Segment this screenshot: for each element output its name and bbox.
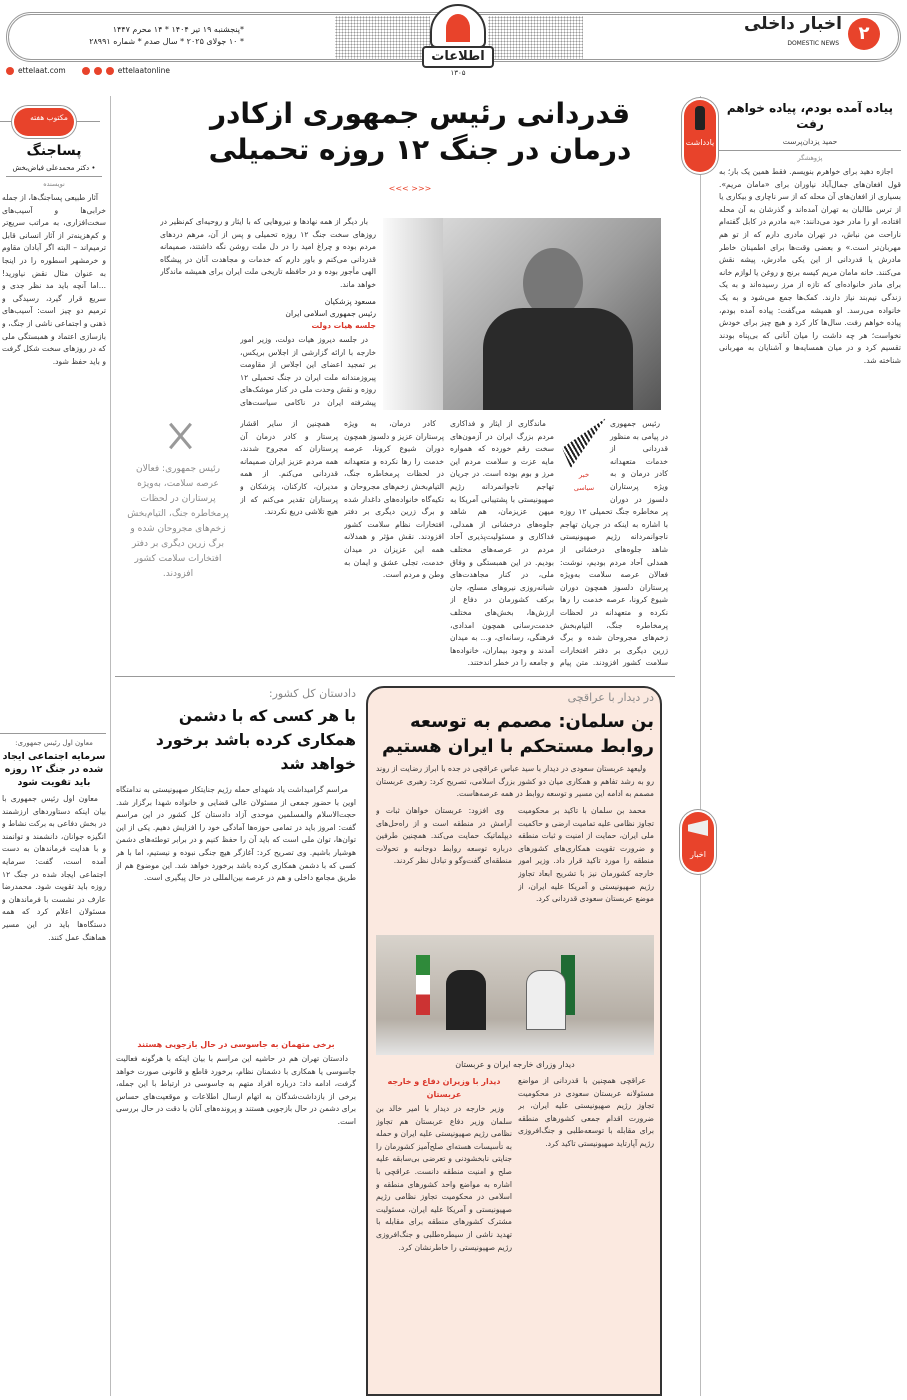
prosecutor-news: [116, 686, 356, 1394]
news-body-2: دادستان تهران هم در حاشیه این مراسم با بیان اینکه با هرگونه فعالیت جاسوسی یا همکاری با دشمنان نظام، برخورد قاطع و قانونی صورت خواهد گرفت، ادامه داد: درباره افراد متهم به جاسوسی در ارتباط با این جمله، برخی از بازداشت‌شدگان به اتهام ارسال اطلاعات و موقعیت‌های حساس برای دشمن در حال بازجویی هستند و پرونده‌های آنان با دقت در حال بررسی است.: [116, 1054, 356, 1126]
page-number: ۲: [848, 18, 880, 50]
news-title: با هر کسی که با دشمن همکاری کرده باشد برخورد خواهد شد: [155, 707, 356, 773]
president-photo: [383, 218, 661, 410]
author-role: نویسنده: [43, 180, 65, 188]
kicker-sub: سیاسی: [573, 484, 595, 492]
date-line-1: *پنجشنبه ۱۹ تیر ۱۴۰۴ * ۱۴ محرم ۱۴۴۷: [112, 25, 244, 34]
instagram-icon[interactable]: [106, 67, 114, 75]
signature-title: رئیس جمهوری اسلامی ایران: [285, 309, 376, 318]
lower-right: عراقچی همچنین با قدردانی از مواضع مسئولانه عربستان سعودی در محکومیت تجاوز رژیم صهیونیستی علیه ایران، بر ضرورت اقدام جمعی کشورهای منطقه برای مقابله با توسعه‌طلبی و جنگ‌افروزی رژیم آپارتاید صهیونیستی تاکید کرد.: [518, 1076, 654, 1148]
badge-label: اخبار: [690, 850, 706, 859]
masthead-pattern: [335, 16, 430, 60]
section-title-en: DOMESTIC NEWS: [787, 40, 839, 47]
news-lead: ولیعهد عربستان سعودی در دیدار با سید عباس عراقچی در جده با ابراز رضایت از روند رو به رشد تفاهم و همکاری میان دو کشور بزرگ اسلامی، تصریح کرد: رهبری عربستان مصمم به ادامه این مسیر و توسعه روابط در همه عرصه‌هاست.: [376, 764, 654, 799]
twitter-icon[interactable]: [94, 67, 102, 75]
photo-caption: دیدار وزرای خارجه ایران و عربستان: [455, 1060, 575, 1069]
ettelaat-logo: [420, 2, 496, 82]
kicker-label: خبر: [578, 471, 590, 479]
megaphone-icon: [688, 820, 708, 836]
saudi-meeting-content: [376, 690, 654, 1392]
logo-wordmark: اطلاعات: [422, 46, 494, 68]
column-2: ماندگاری از ایثار و فداکاری مردم بزرگ ایران در آزمون‌های سخت رقم خورده که همواره مایه عزت و سلامت مردم این مرز و بوم بوده است. در جریان تهاجم ناجوانمردانه رژیم صهیونیستی با پشتیبانی آمریکا به میهن عزیزمان، هم شاهد جلوه‌های درخشانی از همدلی، فداکاری و مسئولیت‌پذیری آحاد مردم در عرصه‌های مختلف بودیم. در این همبستگی و وفاق ملی، در کنار مجاهدت‌های شبانه‌روزی نیروهای مسلح، جان برکف کشورمان در دفاع از ارزش‌ها، بخش‌های مختلف خدمت‌رسانی همچون امدادی، فرهنگی، رسانه‌ای، و... به میدان آمدند و وجود بیماران، خانواده‌ها و جامعه را در خطر اندختند.: [450, 419, 554, 668]
subhead: برخی متهمان به جاسوسی در حال بازجویی هستند: [137, 1040, 335, 1049]
ornament: <<< >>>: [388, 184, 432, 193]
column-1: رئیس جمهوری در پیامی به منظور قدردانی از خدمات متعهدانه کادر درمان و به ویژه پرستاران دلسوز در دوران پر مخاطره جنگ تحمیلی ۱۲ روزه با اشاره به اینکه در جریان تهاجم ناجوانمردانه رژیم صهیونیستی شاهد جلوه‌های درخشانی از همدلی آحاد مردم بودیم، نوشت: فعالان عرصه سلامت به‌ویژه پرستاران دلسوز همچون دوران شیوع کرونا، عرصه خدمت را رها نکرده و متعهدانه در لحظات پرمخاطره جنگ، التیام‌بخش زخم‌های مجروحان شده و برگ زرین دیگری بر دفتر افتخارات سلامت کشور افزودند. متن پیام: [560, 419, 668, 668]
article-title: پیاده آمده بودم، پیاده خواهم رفت: [726, 101, 894, 131]
subhead: جلسه هیات دولت: [311, 321, 376, 330]
divider: [719, 150, 901, 151]
news-body: معاون اول رئیس جمهوری با بیان اینکه دستاوردهای ارزشمند در بخش دفاعی به برکت نشاط و انگیزه جوانان، دانشمند و توانمند و با هدایت فرماندهان به دست آمده است، گفت: سرمایه اجتماعی ایجاد شده در جنگ ۱۲ روزه باید تقویت شود. محمدرضا عارف در نشست با فرماندهان و مسئولان اعلام کرد که همه دستگاه‌ها باید در این مسیر هماهنگ عمل کنند.: [2, 794, 106, 942]
section-title: اخبار داخلی: [743, 14, 842, 34]
column-divider: [700, 96, 701, 1396]
col-left: وی افزود: عربستان خواهان ثبات و آرامش در منطقه است و از راه‌حل‌های دیپلماتیک حمایت می‌کند. همچنین طرفین درباره توسعه روابط دوجانبه و تحولات منطقه‌ای گفت‌وگو و تبادل نظر کردند.: [376, 806, 512, 866]
logo-year: ۱۳۰۵: [450, 69, 466, 77]
note-article: [719, 100, 901, 1394]
article-body: اجازه دهید برای خواهرم بنویسم. فقط همین یک بار؛ به قول افغان‌های جمال‌آباد نیاوران برای «مامان مریم». بسیاری از افغان‌های آن محله که از سر ناچاری و بیکاری یا از ترس طالبان به تهران آمده‌اند و گذرشان به آن محله افتاده، او را مادر خود می‌دانند: «به مادرم در کابل گفته‌ام ناراحت من نباش، در تهران مادری دارم که از تو هم مهربان‌تر است.» و بعضی وقت‌ها برای اطمینان خاطر مادرش یا قدردانی از این یکی مادرش، پیشه نقش می‌کنند. خانه مامان مریم کیسه برنج و روغن یا لوازم خانه برای مادر خانواده‌ای که تازه از مرز رسیده‌اند و به یک زندگی نیم‌بند نیاز دارند. کمک‌ها جمع می‌شود و به یک خانواده می‌رسد. او همیشه می‌گفت: پیاده آمده بودم، پیاده خواهم رفت. سال‌ها کار کرد و هیچ چیز برای خودش نخواست؛ هر چه داشت را میان آنانی که بی‌پناه بودند تقسیم کرد و در میان همسایه‌ها و آشنایان به مهربانی شناخته شد.: [719, 167, 901, 365]
upper-columns: [376, 805, 654, 931]
badge-label: یادداشت: [685, 138, 715, 147]
weekly-badge: [14, 108, 74, 136]
telegram-icon[interactable]: [82, 67, 90, 75]
weekly-article: [2, 142, 106, 728]
subhead: دیدار با وزیران دفاع و خارجه عربستان: [387, 1077, 501, 1099]
lower-left-column: [376, 1075, 512, 1392]
news-title: سرمایه اجتماعی ایجاد شده در جنگ ۱۲ روزه باید تقویت شود: [2, 751, 106, 788]
badge-label: مکتوب هفته: [30, 113, 68, 122]
iran-flag: [416, 955, 430, 1015]
note-badge: [684, 100, 716, 172]
flag: [383, 218, 443, 410]
news-title: بن سلمان: مصمم به توسعه روابط مستحکم با ایران هستیم: [382, 711, 654, 757]
vp-news: [2, 738, 106, 1394]
meeting-photo: [376, 935, 654, 1055]
lower-left: وزیر خارجه در دیدار با امیر خالد بن سلمان وزیر دفاع عربستان هم تجاوز نظامی رژیم صهیونیستی علیه ایران و حمله به تأسیسات هسته‌ای صلح‌آمیز کشورمان را جنایتی نابخشودنی و تعرضی بی‌سابقه علیه صلح و امنیت منطقه دانست. عراقچی با اشاره به مواضع واحد کشورهای منطقه و اسلامی در محکومیت تجاوز نظامی رژیم صهیونیستی و آمریکا علیه ایران، مسئولیت مشترک کشورهای منطقه برای مقابله با تهدید ناشی از سیطره‌طلبی و جنگ‌افروزی رژیم صهیونیستی را خاطرنشان کرد.: [376, 1104, 512, 1252]
cross-icon: [152, 418, 210, 454]
divider: [0, 733, 106, 734]
inkwell-icon: [695, 106, 705, 130]
news-kicker: در دیدار با عراقچی: [567, 691, 654, 704]
main-headline: قدردانی رئیس جمهوری ازکادر درمان در جنگ ۱۲ روزه تحمیلی: [208, 97, 632, 166]
globe-icon: [6, 67, 14, 75]
issue-date: [24, 24, 244, 48]
article-title: پساجنگ: [26, 143, 82, 159]
divider: [115, 676, 675, 677]
message-end: بار دیگر از همه نهادها و نیروهایی که با ایثار و روحیه‌ای کم‌نظیر در روزهای سخت جنگ ۱۲ روزه تحمیلی و پس از آن، مرهم دردهای مردم بوده و چراغ امید را در دل ملت روشن نگه داشتند، صمیمانه قدردانی می‌کنم و باور دارم که خدمات و مجاهدت آنان در پیشگاه الهی مأجور بوده و در حافظه تاریخی ملت ایران برای همیشه ماندگار خواهد ماند.: [160, 217, 376, 289]
news-kicker: معاون اول رئیس جمهوری:: [15, 739, 93, 747]
author: حمید یزدان‌پرست: [782, 137, 838, 146]
news-body: مراسم گرامیداشت یاد شهدای حمله رژیم جنایتکار صهیونیستی به ندامتگاه اوین با حضور جمعی از مسئولان عالی قضایی و خانواده شهدا برگزار شد. حجت‌الاسلام والمسلمین موحدی آزاد دادستان کل کشور در این مراسم گفت: امروز باید در تمامی حوزه‌ها آمادگی خود را افزایش دهیم. یکی از این توان‌ها، توان ملی است که باید آن را حفظ کنیم و در برابر توطئه‌های دشمن هوشیار باشیم. وی تصریح کرد: آغازگر هیچ جنگی نبوده و نیستیم، اما با هر کسی که با دشمن همکاری کرده باشد برخورد خواهد شد. این موضوع هم از طریق مجامع داخلی و هم در عرصه بین‌المللی در حال پیگیری است.: [116, 785, 356, 883]
signature-block: [160, 296, 376, 332]
cabinet-text: در جلسه دیروز هیات دولت، وزیر امور خارجه با ارائه گزارشی از اجلاس بریکس، بر تمجید اعضای این اجلاس از مقاومت پیروزمندانه ملت ایران در جنگ تحمیلی ۱۲ روزه و نقش وحدت ملی در کنار موشک‌های پیشرفته ایران در ناکامی سیاست‌های: [240, 335, 376, 407]
author: • دکتر محمدعلی فیاض‌بخش: [12, 164, 96, 172]
author-role: پژوهشگر: [797, 154, 823, 162]
pullquote: رئیس جمهوری: فعالان عرصه سلامت، به‌ویژه پرستاران در لحظات پرمخاطره جنگ، التیام‌بخش زخم‌های مجروحان شده و برگ زرین دیگری بر دفتر افتخارات سلامت کشور افزودند.: [127, 464, 229, 579]
lower-columns: [376, 1075, 654, 1392]
web-links: [6, 66, 170, 76]
social-handle[interactable]: ettelaatonline: [117, 66, 170, 75]
masthead-pattern: [488, 16, 583, 60]
column-4: همچنین از سایر اقشار پرستار و کادر درمان آن پرستاران که مجروح شدند، همه مردم عزیز ایران صمیمانه قدردانی می‌کنم. از همه مدیران، کارکنان، پزشکان و پرستاران تقدیر می‌کنم که از هیچ تلاشی دریغ نکردند.: [240, 419, 338, 517]
article-body: آثار طبیعی پساجنگ‌ها، از جمله خرابی‌ها و آسیب‌های سخت‌افزاری، به مراتب سریع‌تر و کم‌هزینه‌تر از آثار انسانی قابل ترمیم‌اند – البته اگر آبادان مقاوم و خرمشهر اسطوره را در اینجا به عنوان مثال نقض نیاورید! ...اما آنچه باید مد نظر جدی و سریع قرار گیرد، رسیدگی و ترمیم دو چیز است: آسیب‌های ذهنی و اجتماعی ناشی از جنگ، و بازسازی اعتماد و همبستگی ملی که در روزهای سخت شکل گرفت و باید حفظ شود.: [2, 193, 106, 366]
column-3: کادر درمان، به ویژه پرستاران عزیز و دلسوز همچون دوران شیوع کرونا، عرصه خدمت را رها نکرده و متعهدانه در لحظات پرمخاطره جنگ، التیام‌بخش زخم‌های مجروحان و تکیه‌گاه خانواده‌های داغدار شده و برگ زرین دیگری بر دفتر افتخارات نظام سلامت کشور افزودند. نقش مؤثر و همدلانه همه این عزیزان در میدان خدمت، تجلی عشق و ایمان به وطن و مردم است.: [344, 419, 444, 580]
divider: [6, 176, 102, 177]
news-badge: [682, 812, 714, 872]
date-line-2: * ۱۰ جولای ۲۰۲۵ * سال صدم * شماره ۲۸۹۹۱: [89, 37, 244, 46]
column-divider: [110, 96, 111, 1396]
website-link[interactable]: ettelaat.com: [18, 66, 66, 75]
signature: مسعود پزشکیان: [324, 297, 376, 306]
news-kicker: دادستان کل کشور:: [268, 687, 356, 700]
col-right: محمد بن سلمان با تاکید بر محکومیت تجاوز نظامی علیه تمامیت ارضی و حاکمیت ملی ایران، حمایت از امنیت و ثبات منطقه و ضرورت تقویت همکاری‌های کشورهای منطقه را مورد تاکید قرار داد. وزیر امور خارجه کشورمان نیز با تشریح ابعاد تجاوز رژیم صهیونیستی و آمریکا علیه ایران، از موضع عربستان سعودی قدردانی کرد.: [518, 806, 654, 904]
